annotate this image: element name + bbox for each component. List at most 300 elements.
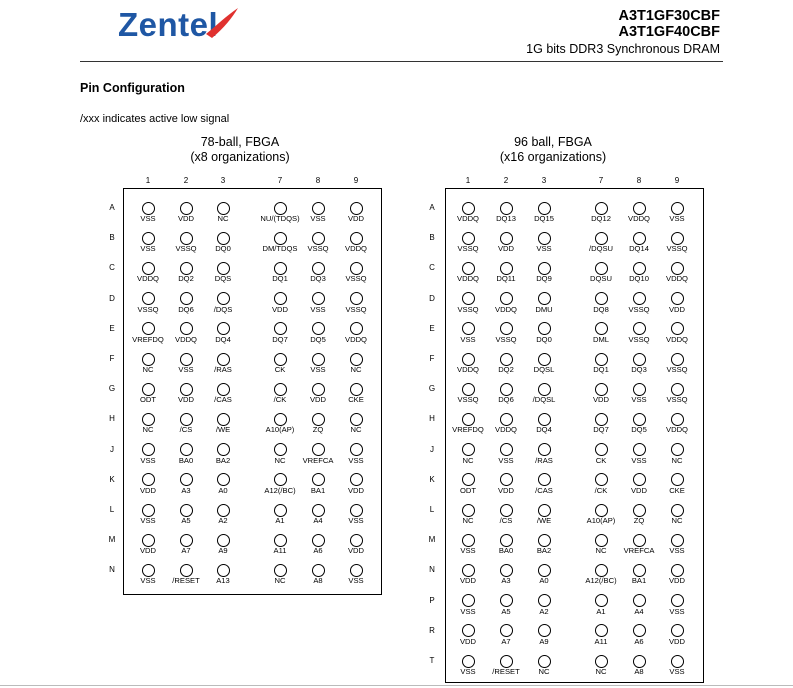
- pkg1-ball: [180, 322, 193, 335]
- pkg2-ball: [633, 202, 646, 215]
- pkg1-row-label: J: [110, 444, 114, 454]
- pkg1-ball: [312, 292, 325, 305]
- pkg2-pin-label: DQ6: [498, 395, 514, 405]
- pkg1-ball: [180, 504, 193, 517]
- pkg1-ball: [274, 564, 287, 577]
- pkg2-pin-label: DQ8: [593, 304, 609, 314]
- pkg2-row-label: N: [429, 565, 435, 575]
- pkg1-ball: [217, 353, 230, 366]
- pkg1-row-label: K: [109, 474, 115, 484]
- pkg1-ball: [217, 262, 230, 275]
- pkg2-ball: [462, 564, 475, 577]
- pkg2-row-label: C: [429, 263, 435, 273]
- pkg2-ball: [462, 383, 475, 396]
- header-rule: [80, 61, 723, 62]
- pkg1-ball: [312, 564, 325, 577]
- pkg1-ball: [217, 504, 230, 517]
- pkg1-pin-label: NC: [274, 455, 286, 465]
- pkg2-ball: [538, 534, 551, 547]
- pkg1-ball: [180, 413, 193, 426]
- pkg1-ball: [350, 413, 363, 426]
- pkg1-pin-label: A13: [216, 576, 230, 586]
- pkg2-title-line1: 96 ball, FBGA: [514, 135, 592, 149]
- pkg2-pin-label: VSS: [536, 244, 552, 254]
- pkg1-pin-label: VDD: [347, 485, 365, 495]
- pkg2-pin-label: VDDQ: [495, 304, 517, 314]
- pkg1-pin-label: /DQS: [213, 304, 233, 314]
- pkg2-ball: [671, 383, 684, 396]
- pkg1-row-label: E: [109, 323, 115, 333]
- pkg2-pin-label: VSS: [669, 667, 685, 676]
- pkg1-ball: [217, 473, 230, 486]
- pkg2-pin-label: VDD: [630, 485, 648, 495]
- document-header: [526, 8, 720, 57]
- pkg1-pin-label: NC: [350, 365, 362, 374]
- pkg1-row-label: G: [108, 384, 116, 394]
- pkg2-ball: [500, 473, 513, 486]
- pkg2-ball: [671, 655, 684, 668]
- pkg1-pin-label: A9: [218, 546, 228, 556]
- pkg1-pin-label: CK: [274, 365, 286, 374]
- pkg1-pin-label: A8: [313, 576, 323, 586]
- pkg2-ball: [595, 353, 608, 366]
- pkg2-row-label: B: [429, 233, 435, 243]
- pkg2-ball: [595, 202, 608, 215]
- pkg1-pin-label: VREFDQ: [132, 334, 164, 344]
- pkg1-pin-label: VSS: [348, 455, 364, 465]
- pkg2-pin-label: DQ0: [536, 334, 552, 344]
- pkg1-ball: [274, 202, 287, 215]
- pkg2-pin-label: A0: [539, 576, 549, 586]
- pkg1-ball: [312, 504, 325, 517]
- pkg1-column-header: 7: [277, 176, 283, 185]
- pkg2-pin-label: DQ2: [498, 365, 514, 374]
- pkg2-ball: [500, 504, 513, 517]
- pkg2-ball: [538, 262, 551, 275]
- pkg1-pin-label: DQ7: [272, 334, 288, 344]
- pkg1-pin-label: /RESET: [172, 576, 200, 586]
- pkg2-pin-label: /RAS: [535, 455, 553, 465]
- pkg2-ball: [500, 594, 513, 607]
- pkg1-pin-label: VSS: [140, 214, 156, 223]
- pkg1-pin-label: VDDQ: [345, 334, 367, 344]
- pkg1-pin-label: VSSQ: [137, 304, 159, 314]
- page-bottom-edge: [0, 685, 793, 686]
- pkg1-pin-label: VSSQ: [307, 244, 329, 254]
- pkg2-pin-label: VDDQ: [495, 425, 517, 435]
- pkg2-pin-label: A10(AP): [586, 516, 616, 525]
- pkg1-ball: [350, 473, 363, 486]
- pkg1-pin-label: A0: [218, 485, 228, 495]
- pkg1-column-header: 1: [145, 176, 151, 185]
- pkg1-ball: [274, 292, 287, 305]
- pkg1-pin-label: VDD: [271, 304, 289, 314]
- pkg2-pin-label: DQ9: [536, 274, 552, 284]
- pkg1-ball: [350, 564, 363, 577]
- pkg1-ball: [217, 202, 230, 215]
- pkg2-ball: [462, 292, 475, 305]
- pkg2-pin-label: VSS: [631, 395, 647, 405]
- pkg1-column-header: 3: [220, 176, 226, 185]
- pkg1-ball: [217, 322, 230, 335]
- pkg1-ball: [142, 322, 155, 335]
- pkg1-row-label: D: [109, 293, 115, 303]
- pkg1-pin-label: NC: [350, 425, 362, 435]
- pkg1-ball: [350, 292, 363, 305]
- pkg2-ball: [462, 353, 475, 366]
- pkg2-pin-label: DQ3: [631, 365, 647, 374]
- pkg2-ball: [595, 262, 608, 275]
- pkg2-pin-label: VREFCA: [623, 546, 655, 556]
- pkg2-pin-label: NC: [671, 516, 683, 525]
- pkg1-ball: [274, 473, 287, 486]
- pkg2-ball: [633, 534, 646, 547]
- pkg2-ball: [633, 353, 646, 366]
- pkg2-ball: [633, 504, 646, 517]
- pkg2-pin-label: A9: [539, 636, 549, 646]
- pkg2-pin-label: VSSQ: [495, 334, 517, 344]
- pkg1-pin-label: DQ3: [310, 274, 326, 284]
- pkg1-pin-label: VREFCA: [302, 455, 334, 465]
- pkg2-pin-label: VDDQ: [457, 365, 479, 374]
- pkg2-ball: [462, 232, 475, 245]
- pkg2-pin-label: DQ11: [496, 274, 516, 284]
- pkg2-ball: [595, 473, 608, 486]
- pkg1-pin-label: A3: [181, 485, 191, 495]
- pkg2-pin-label: /DQSL: [532, 395, 556, 405]
- pkg2-ball: [595, 292, 608, 305]
- part-number-2: A3T1GF40CBF: [618, 24, 720, 40]
- pkg1-pin-label: NC: [142, 365, 154, 374]
- pkg2-ball: [500, 413, 513, 426]
- pkg2-pin-label: ODT: [459, 485, 477, 495]
- pkg2-ball: [500, 292, 513, 305]
- pkg1-ball: [217, 534, 230, 547]
- pkg2-pin-label: VDD: [497, 244, 515, 254]
- pkg2-pin-label: VDD: [459, 576, 477, 586]
- pkg1-pin-label: VDD: [177, 395, 195, 405]
- pkg1-ball: [142, 443, 155, 456]
- pkg2-ball: [671, 353, 684, 366]
- pkg1-ball: [312, 322, 325, 335]
- pkg1-ball: [274, 504, 287, 517]
- pkg1-ball: [142, 564, 155, 577]
- pkg1-ball: [274, 262, 287, 275]
- pkg1-pin-label: VDD: [177, 214, 195, 223]
- pkg1-ball: [217, 292, 230, 305]
- pkg2-ball: [633, 443, 646, 456]
- pkg1-pin-label: VSS: [310, 365, 326, 374]
- pkg1-ball: [142, 413, 155, 426]
- pkg1-ball: [274, 413, 287, 426]
- pkg2-pin-label: NC: [538, 667, 550, 676]
- pkg2-ball: [595, 564, 608, 577]
- pkg1-ball: [142, 383, 155, 396]
- pkg2-ball: [538, 202, 551, 215]
- pkg2-pin-label: NC: [595, 667, 607, 676]
- pkg1-pin-label: /CS: [179, 425, 193, 435]
- pkg2-row-label: K: [429, 474, 435, 484]
- pkg2-pin-label: /DQSU: [588, 244, 614, 254]
- pkg2-row-label: E: [429, 323, 435, 333]
- pkg1-pin-label: CKE: [348, 395, 364, 405]
- pkg2-ball: [595, 504, 608, 517]
- pkg1-row-label: M: [108, 535, 116, 545]
- pkg1-row-label: B: [109, 233, 115, 243]
- pkg1-pin-label: NC: [217, 214, 229, 223]
- pkg1-column-header: 2: [183, 176, 189, 185]
- pkg2-ball: [538, 655, 551, 668]
- pkg1-pin-label: VSS: [140, 455, 156, 465]
- pkg1-ball: [350, 353, 363, 366]
- pkg2-pin-label: VDDQ: [457, 274, 479, 284]
- logo-swoosh-icon: [202, 4, 242, 44]
- pkg1-pin-label: VDD: [139, 546, 157, 556]
- pkg1-ball: [312, 534, 325, 547]
- pkg2-pin-label: /WE: [536, 516, 552, 525]
- pkg2-ball: [500, 564, 513, 577]
- pkg1-pin-label: A4: [313, 516, 323, 525]
- pkg2-ball: [595, 534, 608, 547]
- pkg2-ball: [462, 202, 475, 215]
- pkg1-ball: [217, 564, 230, 577]
- pkg1-ball: [312, 443, 325, 456]
- pkg1-ball: [312, 232, 325, 245]
- pkg2-ball: [462, 413, 475, 426]
- pkg2-pin-label: VSS: [669, 214, 685, 223]
- pkg1-pin-label: DM/TDQS: [262, 244, 298, 254]
- pkg2-ball: [462, 594, 475, 607]
- pkg1-pin-label: VSS: [348, 576, 364, 586]
- pkg1-ball: [180, 353, 193, 366]
- pkg2-pin-label: VDD: [459, 636, 477, 646]
- pkg2-ball: [500, 262, 513, 275]
- pkg2-ball: [671, 473, 684, 486]
- pkg1-pin-label: VDD: [347, 214, 365, 223]
- pkg2-pin-label: BA2: [536, 546, 552, 556]
- pkg1-pin-label: ODT: [139, 395, 157, 405]
- pkg2-row-label: A: [429, 203, 435, 212]
- pkg1-pin-label: VSS: [140, 244, 156, 254]
- pkg2-pin-label: VDD: [497, 485, 515, 495]
- pkg2-ball: [538, 232, 551, 245]
- active-low-note: /xxx indicates active low signal: [80, 113, 230, 125]
- pkg2-row-label: L: [429, 505, 435, 514]
- pkg2-pin-label: A11: [594, 636, 608, 646]
- pkg1-title-line1: 78-ball, FBGA: [200, 135, 280, 149]
- pkg1-pin-label: VDD: [139, 485, 157, 495]
- pkg1-row-label: F: [109, 354, 115, 363]
- pkg2-pin-label: VDDQ: [666, 274, 688, 284]
- pkg2-pin-label: A12(/BC): [585, 576, 617, 586]
- pkg2-pin-label: VSSQ: [666, 395, 688, 405]
- pkg2-column-header: 1: [465, 176, 471, 185]
- pkg2-pin-label: A3: [501, 576, 511, 586]
- pkg1-pin-label: VSS: [310, 304, 326, 314]
- logo-text: Zentel: [118, 6, 219, 43]
- pkg2-pin-label: VDDQ: [628, 214, 650, 223]
- pkg2-ball: [633, 624, 646, 637]
- pkg1-ball: [142, 534, 155, 547]
- pkg1-ball: [312, 383, 325, 396]
- pkg2-ball: [633, 232, 646, 245]
- pkg1-pin-label: A6: [313, 546, 323, 556]
- pkg2-pin-label: DQ12: [591, 214, 611, 223]
- pkg2-ball: [671, 322, 684, 335]
- pkg2-pin-label: BA0: [498, 546, 514, 556]
- pkg2-pin-label: DQ4: [536, 425, 552, 435]
- pkg2-pin-label: A5: [501, 606, 511, 616]
- pkg2-ball: [633, 322, 646, 335]
- pkg2-column-header: 7: [598, 176, 604, 185]
- pkg1-pin-label: VSSQ: [175, 244, 197, 254]
- pkg1-ball: [180, 232, 193, 245]
- pkg2-pin-label: VSSQ: [628, 334, 650, 344]
- pkg2-pin-label: VDD: [668, 576, 686, 586]
- pkg1-ball: [180, 443, 193, 456]
- pkg2-pin-label: DMU: [535, 304, 553, 314]
- pkg2-ball: [671, 534, 684, 547]
- pkg1-ball: [350, 322, 363, 335]
- pkg2-ball: [500, 534, 513, 547]
- pkg1-pin-label: DQ1: [272, 274, 288, 284]
- pkg1-pin-label: NC: [142, 425, 154, 435]
- pkg2-ball: [538, 624, 551, 637]
- pkg2-row-label: F: [429, 354, 435, 363]
- pkg2-pin-label: VSS: [498, 455, 514, 465]
- pkg2-ball: [500, 383, 513, 396]
- pkg1-column-header: 9: [353, 176, 359, 185]
- pkg1-pin-label: DQ2: [178, 274, 194, 284]
- pkg2-pin-label: VSS: [460, 546, 476, 556]
- pkg2-pin-label: DQSL: [533, 365, 555, 374]
- pkg1-title: [150, 135, 330, 165]
- pkg2-pin-label: VSSQ: [457, 304, 479, 314]
- pkg2-ball: [462, 534, 475, 547]
- pkg2-pin-label: /CAS: [535, 485, 553, 495]
- pkg2-pin-label: DQ10: [629, 274, 649, 284]
- pkg1-pin-label: NC: [274, 576, 286, 586]
- pkg1-pin-label: VDDQ: [345, 244, 367, 254]
- pkg2-pin-label: VSSQ: [666, 365, 688, 374]
- pkg1-ball: [142, 292, 155, 305]
- pkg2-ball: [671, 413, 684, 426]
- pkg2-pin-label: NC: [595, 546, 607, 556]
- pkg2-row-label: P: [429, 595, 435, 605]
- pkg2-ball: [538, 594, 551, 607]
- pkg1-ball: [142, 504, 155, 517]
- pkg1-ball: [312, 262, 325, 275]
- pkg2-ball: [462, 504, 475, 517]
- pkg2-ball: [462, 655, 475, 668]
- pkg1-pin-label: VDD: [347, 546, 365, 556]
- pkg2-ball: [595, 443, 608, 456]
- pkg2-ball: [633, 473, 646, 486]
- pkg2-pin-label: A4: [634, 606, 644, 616]
- pkg2-pin-label: BA1: [631, 576, 647, 586]
- pkg2-ball: [595, 413, 608, 426]
- pkg1-ball: [274, 322, 287, 335]
- pkg2-pin-label: DML: [592, 334, 610, 344]
- pkg2-pin-label: CKE: [669, 485, 685, 495]
- pkg2-ball: [671, 232, 684, 245]
- pkg1-row-label: N: [109, 565, 115, 575]
- pkg1-ball: [350, 443, 363, 456]
- pkg2-pin-label: VSS: [460, 606, 476, 616]
- pkg1-ball: [180, 564, 193, 577]
- pkg2-pin-label: DQ7: [593, 425, 609, 435]
- pkg1-pin-label: VDDQ: [137, 274, 159, 284]
- pkg1-ball: [180, 383, 193, 396]
- part-number-1: A3T1GF30CBF: [618, 8, 720, 24]
- pkg1-pin-label: VDDQ: [175, 334, 197, 344]
- pkg2-row-label: G: [428, 384, 436, 394]
- pkg2-ball: [538, 322, 551, 335]
- pkg2-pin-label: VSS: [631, 455, 647, 465]
- pkg1-ball: [350, 383, 363, 396]
- pkg2-ball: [633, 292, 646, 305]
- pkg1-pin-label: BA2: [215, 455, 231, 465]
- pkg2-ball: [595, 232, 608, 245]
- pkg2-ball: [595, 655, 608, 668]
- pkg2-pin-label: VSS: [669, 606, 685, 616]
- pkg2-pin-label: VSS: [460, 667, 476, 676]
- pkg2-ball: [595, 594, 608, 607]
- pkg1-pin-label: VSS: [310, 214, 326, 223]
- pkg1-ball: [350, 534, 363, 547]
- pkg2-row-label: H: [429, 414, 435, 424]
- pkg1-row-label: C: [109, 263, 115, 273]
- pkg1-pin-label: /CK: [273, 395, 287, 405]
- pkg2-pin-label: VSSQ: [628, 304, 650, 314]
- pkg2-pin-label: CK: [595, 455, 607, 465]
- pkg1-ball: [350, 504, 363, 517]
- pkg2-ball: [671, 262, 684, 275]
- pkg2-ball: [462, 322, 475, 335]
- pkg1-ball: [312, 353, 325, 366]
- pkg1-pin-label: A11: [273, 546, 287, 556]
- pkg1-ball: [142, 232, 155, 245]
- pkg2-ball: [633, 594, 646, 607]
- pkg1-pin-label: BA1: [310, 485, 326, 495]
- pkg2-pin-label: DQ5: [631, 425, 647, 435]
- pkg1-ball: [274, 383, 287, 396]
- pkg2-pin-label: NC: [671, 455, 683, 465]
- pkg2-ball: [538, 473, 551, 486]
- pkg2-pin-label: VDDQ: [666, 334, 688, 344]
- pkg2-ball: [671, 594, 684, 607]
- pkg1-pin-label: A10(AP): [265, 425, 295, 435]
- pkg2-pin-label: NC: [462, 516, 474, 525]
- pkg1-ball: [180, 262, 193, 275]
- pkg2-pin-label: ZQ: [633, 516, 645, 525]
- pkg1-column-header: 8: [315, 176, 321, 185]
- pkg1-pin-label: /RAS: [214, 365, 232, 374]
- pkg2-ball: [671, 292, 684, 305]
- pkg2-pin-label: VDD: [592, 395, 610, 405]
- pkg2-pin-label: VDDQ: [457, 214, 479, 223]
- pkg2-column-header: 2: [503, 176, 509, 185]
- pkg2-ball: [538, 413, 551, 426]
- pkg2-ball: [595, 383, 608, 396]
- pkg1-pin-label: VSSQ: [345, 274, 367, 284]
- pkg2-pin-label: A8: [634, 667, 644, 676]
- pkg1-pin-label: DQ0: [215, 244, 231, 254]
- section-title: Pin Configuration: [80, 81, 185, 95]
- pkg1-ball: [312, 473, 325, 486]
- pkg1-ball: [217, 443, 230, 456]
- pkg1-pin-label: A1: [275, 516, 285, 525]
